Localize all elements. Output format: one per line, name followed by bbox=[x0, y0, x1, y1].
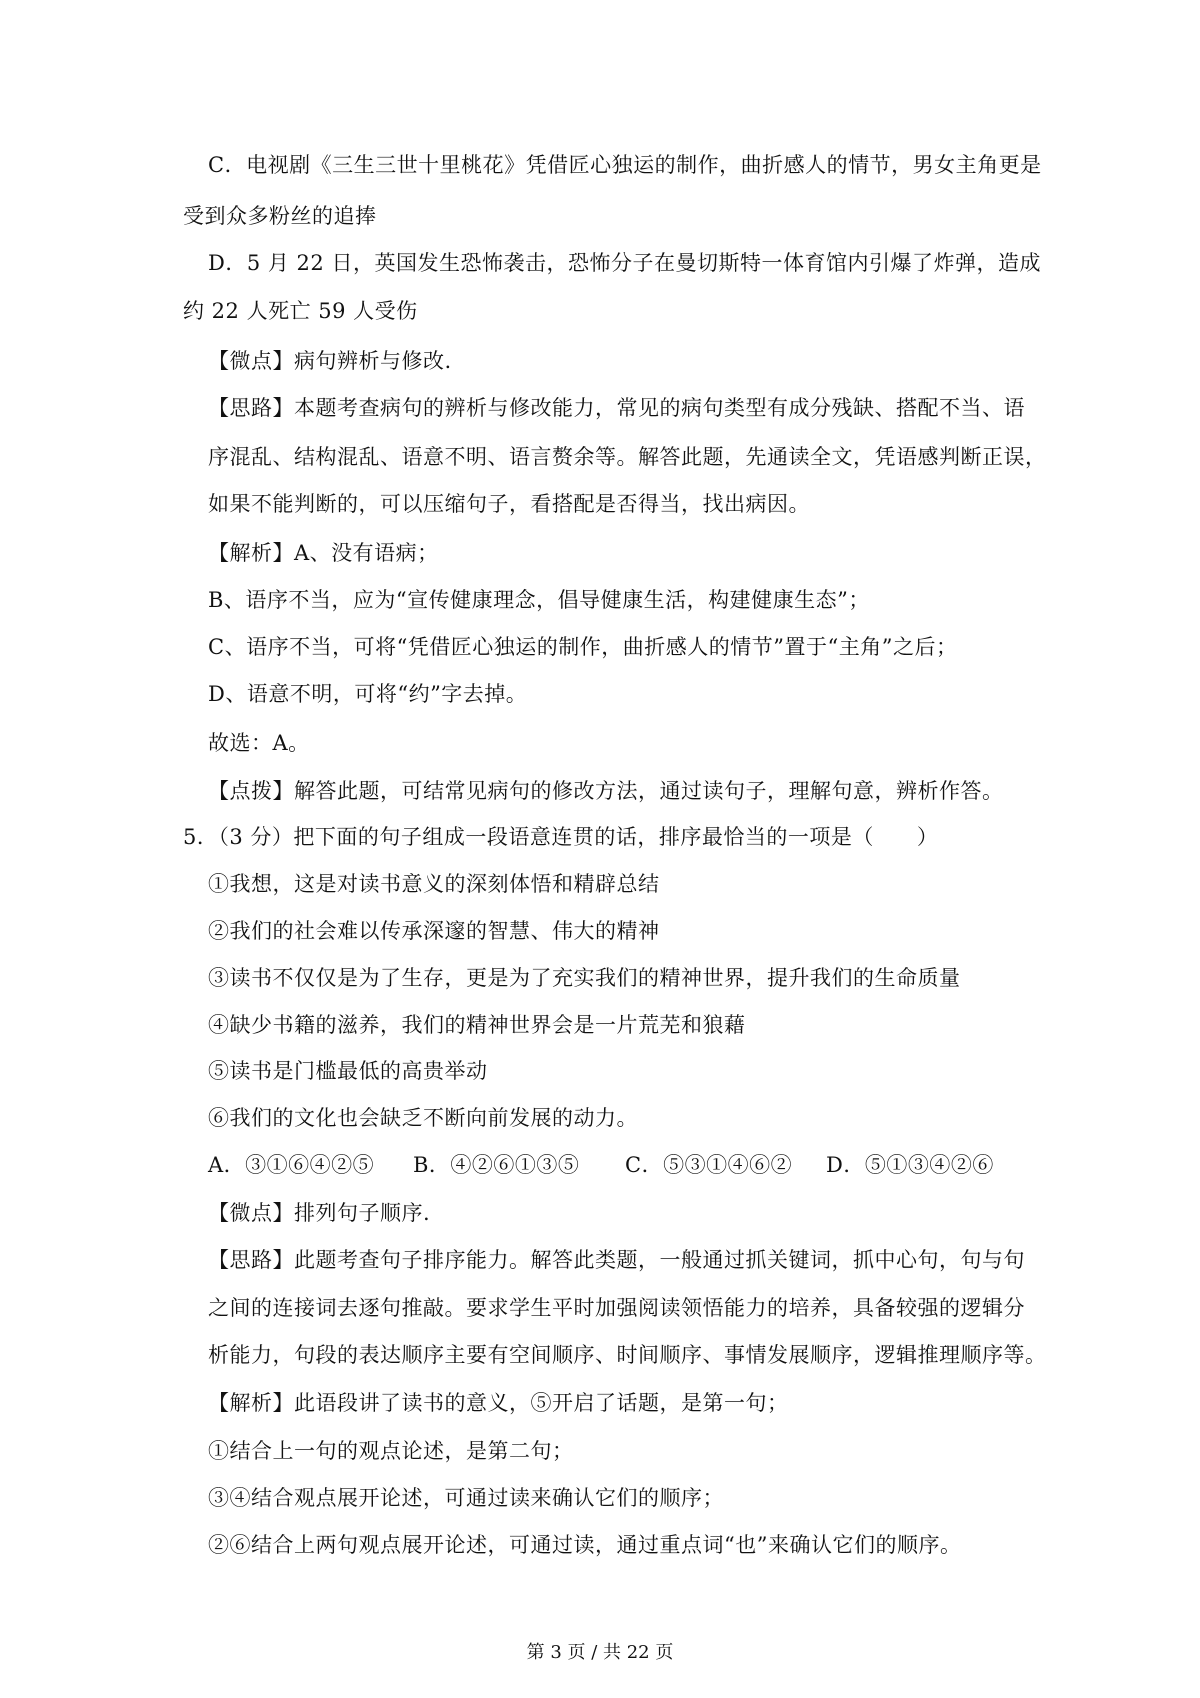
q4-weidian: 【微点】病句辨析与修改. bbox=[208, 349, 452, 373]
q4-answer: 故选：A。 bbox=[208, 731, 310, 755]
q5-silu-line3: 析能力，句段的表达顺序主要有空间顺序、时间顺序、事情发展顺序，逻辑推理顺序等。 bbox=[208, 1343, 1047, 1367]
q5-option-d: D．⑤①③④②⑥ bbox=[826, 1153, 994, 1177]
q5-sentence-5: ⑤读书是门槛最低的高贵举动 bbox=[208, 1059, 488, 1083]
page-footer: 第 3 页 / 共 22 页 bbox=[526, 1642, 674, 1663]
option-c-line1: C．电视剧《三生三世十里桃花》凭借匠心独运的制作，曲折感人的情节，男女主角更是 bbox=[208, 153, 1042, 177]
q5-option-a: A．③①⑥④②⑤ bbox=[208, 1153, 375, 1177]
q5-sentence-1: ①我想，这是对读书意义的深刻体悟和精辟总结 bbox=[208, 872, 660, 896]
q4-silu-line3: 如果不能判断的，可以压缩句子，看搭配是否得当，找出病因。 bbox=[208, 492, 810, 516]
q5-jiexi-line3: ③④结合观点展开论述，可通过读来确认它们的顺序； bbox=[208, 1486, 724, 1510]
q5-sentence-4: ④缺少书籍的滋养，我们的精神世界会是一片荒芜和狼藉 bbox=[208, 1013, 746, 1037]
q4-dianbo: 【点拨】解答此题，可结常见病句的修改方法，通过读句子，理解句意，辨析作答。 bbox=[208, 779, 1004, 803]
q5-sentence-6: ⑥我们的文化也会缺乏不断向前发展的动力。 bbox=[208, 1106, 638, 1130]
q5-weidian: 【微点】排列句子顺序. bbox=[208, 1201, 431, 1225]
q4-jiexi-line3: C、语序不当，可将“凭借匠心独运的制作，曲折感人的情节”置于“主角”之后； bbox=[208, 635, 958, 659]
q5-silu-line2: 之间的连接词去逐句推敲。要求学生平时加强阅读领悟能力的培养，具备较强的逻辑分 bbox=[208, 1296, 1025, 1320]
q4-jiexi-line4: D、语意不明，可将“约”字去掉。 bbox=[208, 682, 528, 706]
q4-jiexi-line2: B、语序不当，应为“宣传健康理念，倡导健康生活，构建健康生态”； bbox=[208, 588, 870, 612]
q4-jiexi-line1: 【解析】A、没有语病； bbox=[208, 541, 439, 565]
q5-sentence-2: ②我们的社会难以传承深邃的智慧、伟大的精神 bbox=[208, 919, 660, 943]
q5-option-c: C．⑤③①④⑥② bbox=[625, 1153, 793, 1177]
option-c-line2: 受到众多粉丝的追捧 bbox=[183, 204, 377, 228]
option-d-line2: 约 22 人死亡 59 人受伤 bbox=[183, 299, 418, 323]
q5-jiexi-line2: ①结合上一句的观点论述，是第二句； bbox=[208, 1439, 574, 1463]
q5-jiexi-line1: 【解析】此语段讲了读书的意义，⑤开启了话题，是第一句； bbox=[208, 1391, 789, 1415]
q4-silu-line2: 序混乱、结构混乱、语意不明、语言赘余等。解答此题，先通读全文，凭语感判断正误， bbox=[208, 445, 1047, 469]
q5-silu-line1: 【思路】此题考查句子排序能力。解答此类题，一般通过抓关键词，抓中心句，句与句 bbox=[208, 1248, 1025, 1272]
option-d-line1: D．5 月 22 日，英国发生恐怖袭击，恐怖分子在曼切斯特一体育馆内引爆了炸弹，造成 bbox=[208, 251, 1041, 275]
q5-sentence-3: ③读书不仅仅是为了生存，更是为了充实我们的精神世界，提升我们的生命质量 bbox=[208, 966, 961, 990]
q4-silu-line1: 【思路】本题考查病句的辨析与修改能力，常见的病句类型有成分残缺、搭配不当、语 bbox=[208, 396, 1025, 420]
q5-stem: 5．（3 分）把下面的句子组成一段语意连贯的话，排序最恰当的一项是（ ） bbox=[183, 825, 939, 849]
q5-option-b: B．④②⑥①③⑤ bbox=[413, 1153, 580, 1177]
q5-jiexi-line4: ②⑥结合上两句观点展开论述，可通过读，通过重点词“也”来确认它们的顺序。 bbox=[208, 1533, 962, 1557]
